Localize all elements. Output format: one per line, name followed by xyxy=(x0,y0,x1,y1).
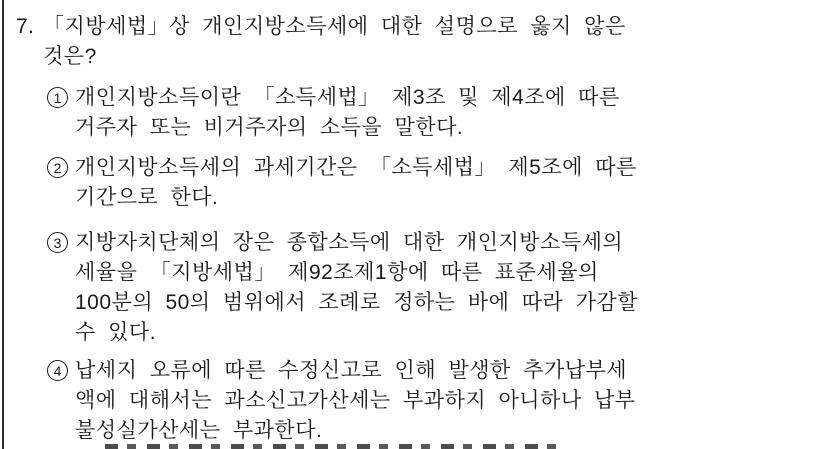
option-text-line: 개인지방소득이란 「소득세법」 제3조 및 제4조에 따른 xyxy=(75,86,620,109)
question-number: 7. xyxy=(16,15,35,38)
option-text-line: 납세지 오류에 따른 수정신고로 인해 발생한 추가납부세 xyxy=(75,359,628,382)
option-text-line: 불성실가산세는 부과한다. xyxy=(75,419,323,442)
option-text-line: 기간으로 한다. xyxy=(75,186,219,209)
option-1-circled-number[interactable]: 1 xyxy=(47,87,68,108)
question-text-line: 것은? xyxy=(43,45,97,68)
option-3-circled-number[interactable]: 3 xyxy=(47,232,68,253)
option-text-line: 100분의 50의 범위에서 조례로 정하는 바에 따라 가감할 xyxy=(75,291,638,314)
option-text-line: 세율을 「지방세법」 제92조제1항에 따른 표준세율의 xyxy=(75,261,599,284)
option-2-text xyxy=(68,153,637,213)
option-text-line: 개인지방소득세의 과세기간은 「소득세법」 제5조에 따른 xyxy=(75,156,637,179)
option-1-text xyxy=(68,83,620,143)
option-text-line: 거주자 또는 비거주자의 소득을 말한다. xyxy=(75,116,464,139)
option-text-line: 액에 대해서는 과소신고가산세는 부과하지 아니하나 납부 xyxy=(75,389,636,412)
option-2-circled-number[interactable]: 2 xyxy=(47,157,68,178)
column-divider-line xyxy=(2,0,4,449)
option-4-text xyxy=(68,356,636,446)
question-7 xyxy=(16,12,806,72)
option-4[interactable] xyxy=(47,356,800,446)
option-4-circled-number[interactable]: 4 xyxy=(47,360,68,381)
option-text-line: 수 있다. xyxy=(75,321,157,344)
option-3-text xyxy=(68,228,638,348)
option-3[interactable] xyxy=(47,228,800,348)
question-text xyxy=(40,12,626,72)
option-text-line: 지방자치단체의 장은 종합소득에 대한 개인지방소득세의 xyxy=(75,231,624,254)
option-2[interactable] xyxy=(47,153,800,213)
question-text-line: 「지방세법」상 개인지방소득세에 대한 설명으로 옳지 않은 xyxy=(43,15,626,38)
cropped-next-line-fragment xyxy=(105,444,563,449)
option-1[interactable] xyxy=(47,83,800,143)
